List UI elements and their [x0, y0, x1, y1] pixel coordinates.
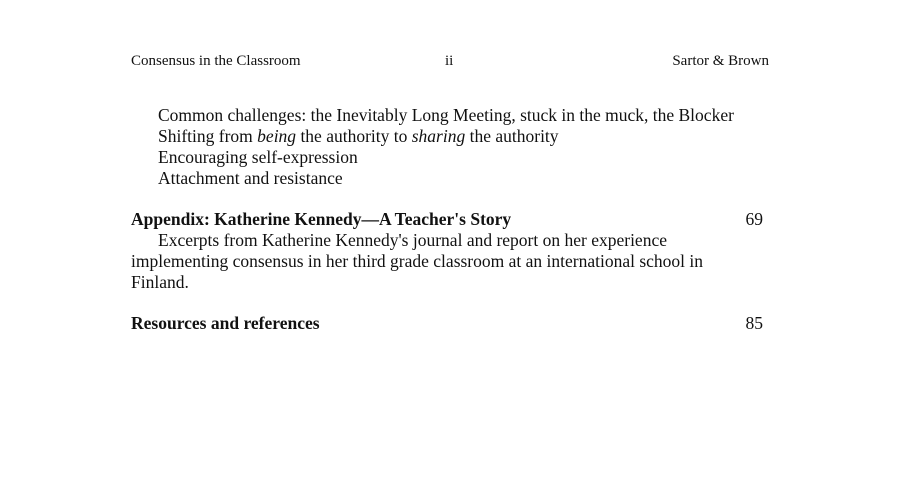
emphasis-being: being — [257, 126, 297, 146]
toc-entry-appendix — [131, 209, 771, 230]
text-segment: the authority — [465, 126, 559, 146]
header-book-title: Consensus in the Classroom — [131, 53, 301, 69]
running-header — [131, 52, 769, 70]
toc-subitem-attachment: Attachment and resistance — [158, 168, 343, 188]
text-segment: the authority to — [296, 126, 412, 146]
toc-subitem-common-challenges: Common challenges: the Inevitably Long Meeting, stuck in the muck, the Blocker — [158, 105, 734, 125]
toc-entry-page: 69 — [745, 209, 763, 229]
spacer — [131, 293, 771, 313]
spacer — [131, 189, 771, 209]
toc-entry-description: Excerpts from Katherine Kennedy's journal and report on her experience implementing consensus in her third grade classroom at an international school in Finland. — [131, 230, 704, 292]
text-segment: Shifting from — [158, 126, 258, 146]
toc-subitem-shifting-authority — [131, 126, 771, 147]
toc-entry-page: 85 — [745, 313, 763, 333]
toc-entry-title: Appendix: Katherine Kennedy—A Teacher's Story — [131, 209, 512, 229]
emphasis-sharing: sharing — [411, 126, 466, 146]
toc-content — [131, 105, 771, 334]
toc-entry-resources — [131, 313, 771, 334]
toc-subitem-self-expression: Encouraging self-expression — [158, 147, 358, 167]
toc-entry-title: Resources and references — [131, 313, 320, 333]
header-page-number: ii — [445, 53, 454, 69]
header-authors: Sartor & Brown — [672, 53, 769, 69]
